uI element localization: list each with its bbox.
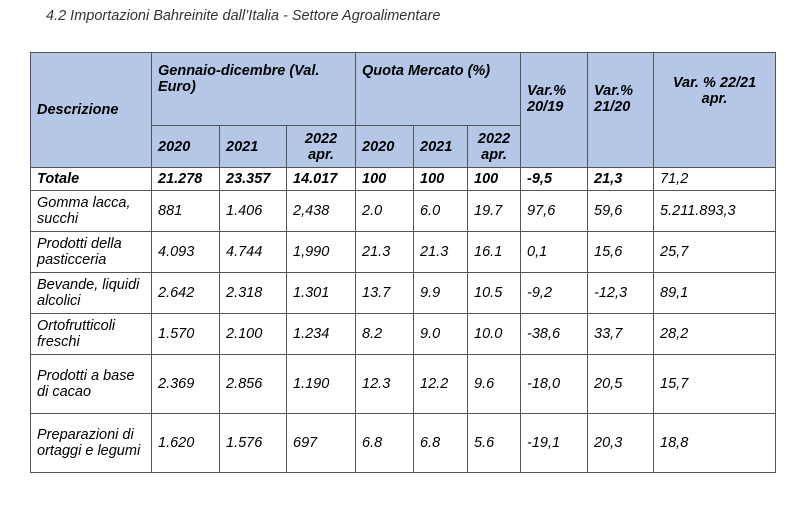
table-cell: 12.2 — [414, 355, 468, 414]
subheader-quota-2021: 2021 — [414, 126, 468, 168]
table-cell: -9,5 — [521, 168, 588, 191]
table-cell: 21.278 — [152, 168, 220, 191]
table-cell: 4.744 — [220, 232, 287, 273]
table-cell: 0,1 — [521, 232, 588, 273]
table-cell: 25,7 — [654, 232, 776, 273]
table-cell: 4.093 — [152, 232, 220, 273]
table-cell: 21.3 — [414, 232, 468, 273]
table-cell: 18,8 — [654, 414, 776, 473]
table-cell: 14.017 — [287, 168, 356, 191]
table-cell: 2.642 — [152, 273, 220, 314]
table-cell: -19,1 — [521, 414, 588, 473]
table-cell: 697 — [287, 414, 356, 473]
table-cell: 23.357 — [220, 168, 287, 191]
table-cell: 1.570 — [152, 314, 220, 355]
table-cell: 71,2 — [654, 168, 776, 191]
table-cell: 1.301 — [287, 273, 356, 314]
table-cell: 2.318 — [220, 273, 287, 314]
table-cell: 1.406 — [220, 191, 287, 232]
subheader-val-2021: 2021 — [220, 126, 287, 168]
table-cell: 1.620 — [152, 414, 220, 473]
table-cell: 2.856 — [220, 355, 287, 414]
table-cell: -12,3 — [588, 273, 654, 314]
header-descrizione: Descrizione — [31, 53, 152, 168]
table-cell: 10.5 — [468, 273, 521, 314]
table-cell: 97,6 — [521, 191, 588, 232]
table-cell: 9.6 — [468, 355, 521, 414]
table-cell: 100 — [356, 168, 414, 191]
header-gennaio-dicembre: Gennaio-dicembre (Val. Euro) — [152, 53, 356, 126]
table-cell: 13.7 — [356, 273, 414, 314]
table-cell: 1.234 — [287, 314, 356, 355]
table-cell: 10.0 — [468, 314, 521, 355]
table-cell: 2.100 — [220, 314, 287, 355]
row-description: Prodotti della pasticceria — [31, 232, 152, 273]
subheader-val-2020: 2020 — [152, 126, 220, 168]
table-cell: 20,3 — [588, 414, 654, 473]
table-row — [31, 273, 776, 314]
table-cell: 8.2 — [356, 314, 414, 355]
table-cell: 5.6 — [468, 414, 521, 473]
table-cell: 15,7 — [654, 355, 776, 414]
header-var-20-19: Var.% 20/19 — [521, 53, 588, 168]
table-row — [31, 314, 776, 355]
table-caption: 4.2 Importazioni Bahreinite dall’Italia - Settore Agroalimentare — [46, 8, 441, 24]
table-cell: -9,2 — [521, 273, 588, 314]
table-cell: 2.0 — [356, 191, 414, 232]
table-cell: 6.8 — [414, 414, 468, 473]
table-cell: 12.3 — [356, 355, 414, 414]
table-cell: 1,990 — [287, 232, 356, 273]
table-cell: 20,5 — [588, 355, 654, 414]
table-cell: 9.0 — [414, 314, 468, 355]
table-row — [31, 414, 776, 473]
row-description: Totale — [31, 168, 152, 191]
table-cell: 28,2 — [654, 314, 776, 355]
table-cell: 21.3 — [356, 232, 414, 273]
subheader-val-2022: 2022 apr. — [287, 126, 356, 168]
table-cell: 59,6 — [588, 191, 654, 232]
table-cell: 89,1 — [654, 273, 776, 314]
subheader-quota-2022: 2022 apr. — [468, 126, 521, 168]
table-cell: 6.0 — [414, 191, 468, 232]
table-cell: 21,3 — [588, 168, 654, 191]
table-row — [31, 232, 776, 273]
table-row-totale — [31, 168, 776, 191]
header-var-22-21: Var. % 22/21 apr. — [654, 53, 776, 168]
table-cell: 6.8 — [356, 414, 414, 473]
table-cell: 15,6 — [588, 232, 654, 273]
table-cell: 19.7 — [468, 191, 521, 232]
table-cell: 100 — [468, 168, 521, 191]
row-description: Prodotti a base di cacao — [31, 355, 152, 414]
table-cell: 9.9 — [414, 273, 468, 314]
table-cell: 5.211.893,3 — [654, 191, 776, 232]
table-cell: 2.369 — [152, 355, 220, 414]
table-row — [31, 191, 776, 232]
table-cell: -38,6 — [521, 314, 588, 355]
table-cell: 2,438 — [287, 191, 356, 232]
table-cell: 881 — [152, 191, 220, 232]
table-cell: 16.1 — [468, 232, 521, 273]
header-var-21-20: Var.% 21/20 — [588, 53, 654, 168]
table-cell: -18,0 — [521, 355, 588, 414]
row-description: Preparazioni di ortaggi e legumi — [31, 414, 152, 473]
table-cell: 1.190 — [287, 355, 356, 414]
table-cell: 100 — [414, 168, 468, 191]
header-quota-mercato: Quota Mercato (%) — [356, 53, 521, 126]
table-cell: 1.576 — [220, 414, 287, 473]
import-table — [30, 52, 776, 473]
subheader-quota-2020: 2020 — [356, 126, 414, 168]
row-description: Bevande, liquidi alcolici — [31, 273, 152, 314]
row-description: Gomma lacca, succhi — [31, 191, 152, 232]
table-cell: 33,7 — [588, 314, 654, 355]
row-description: Ortofrutticoli freschi — [31, 314, 152, 355]
table-row — [31, 355, 776, 414]
